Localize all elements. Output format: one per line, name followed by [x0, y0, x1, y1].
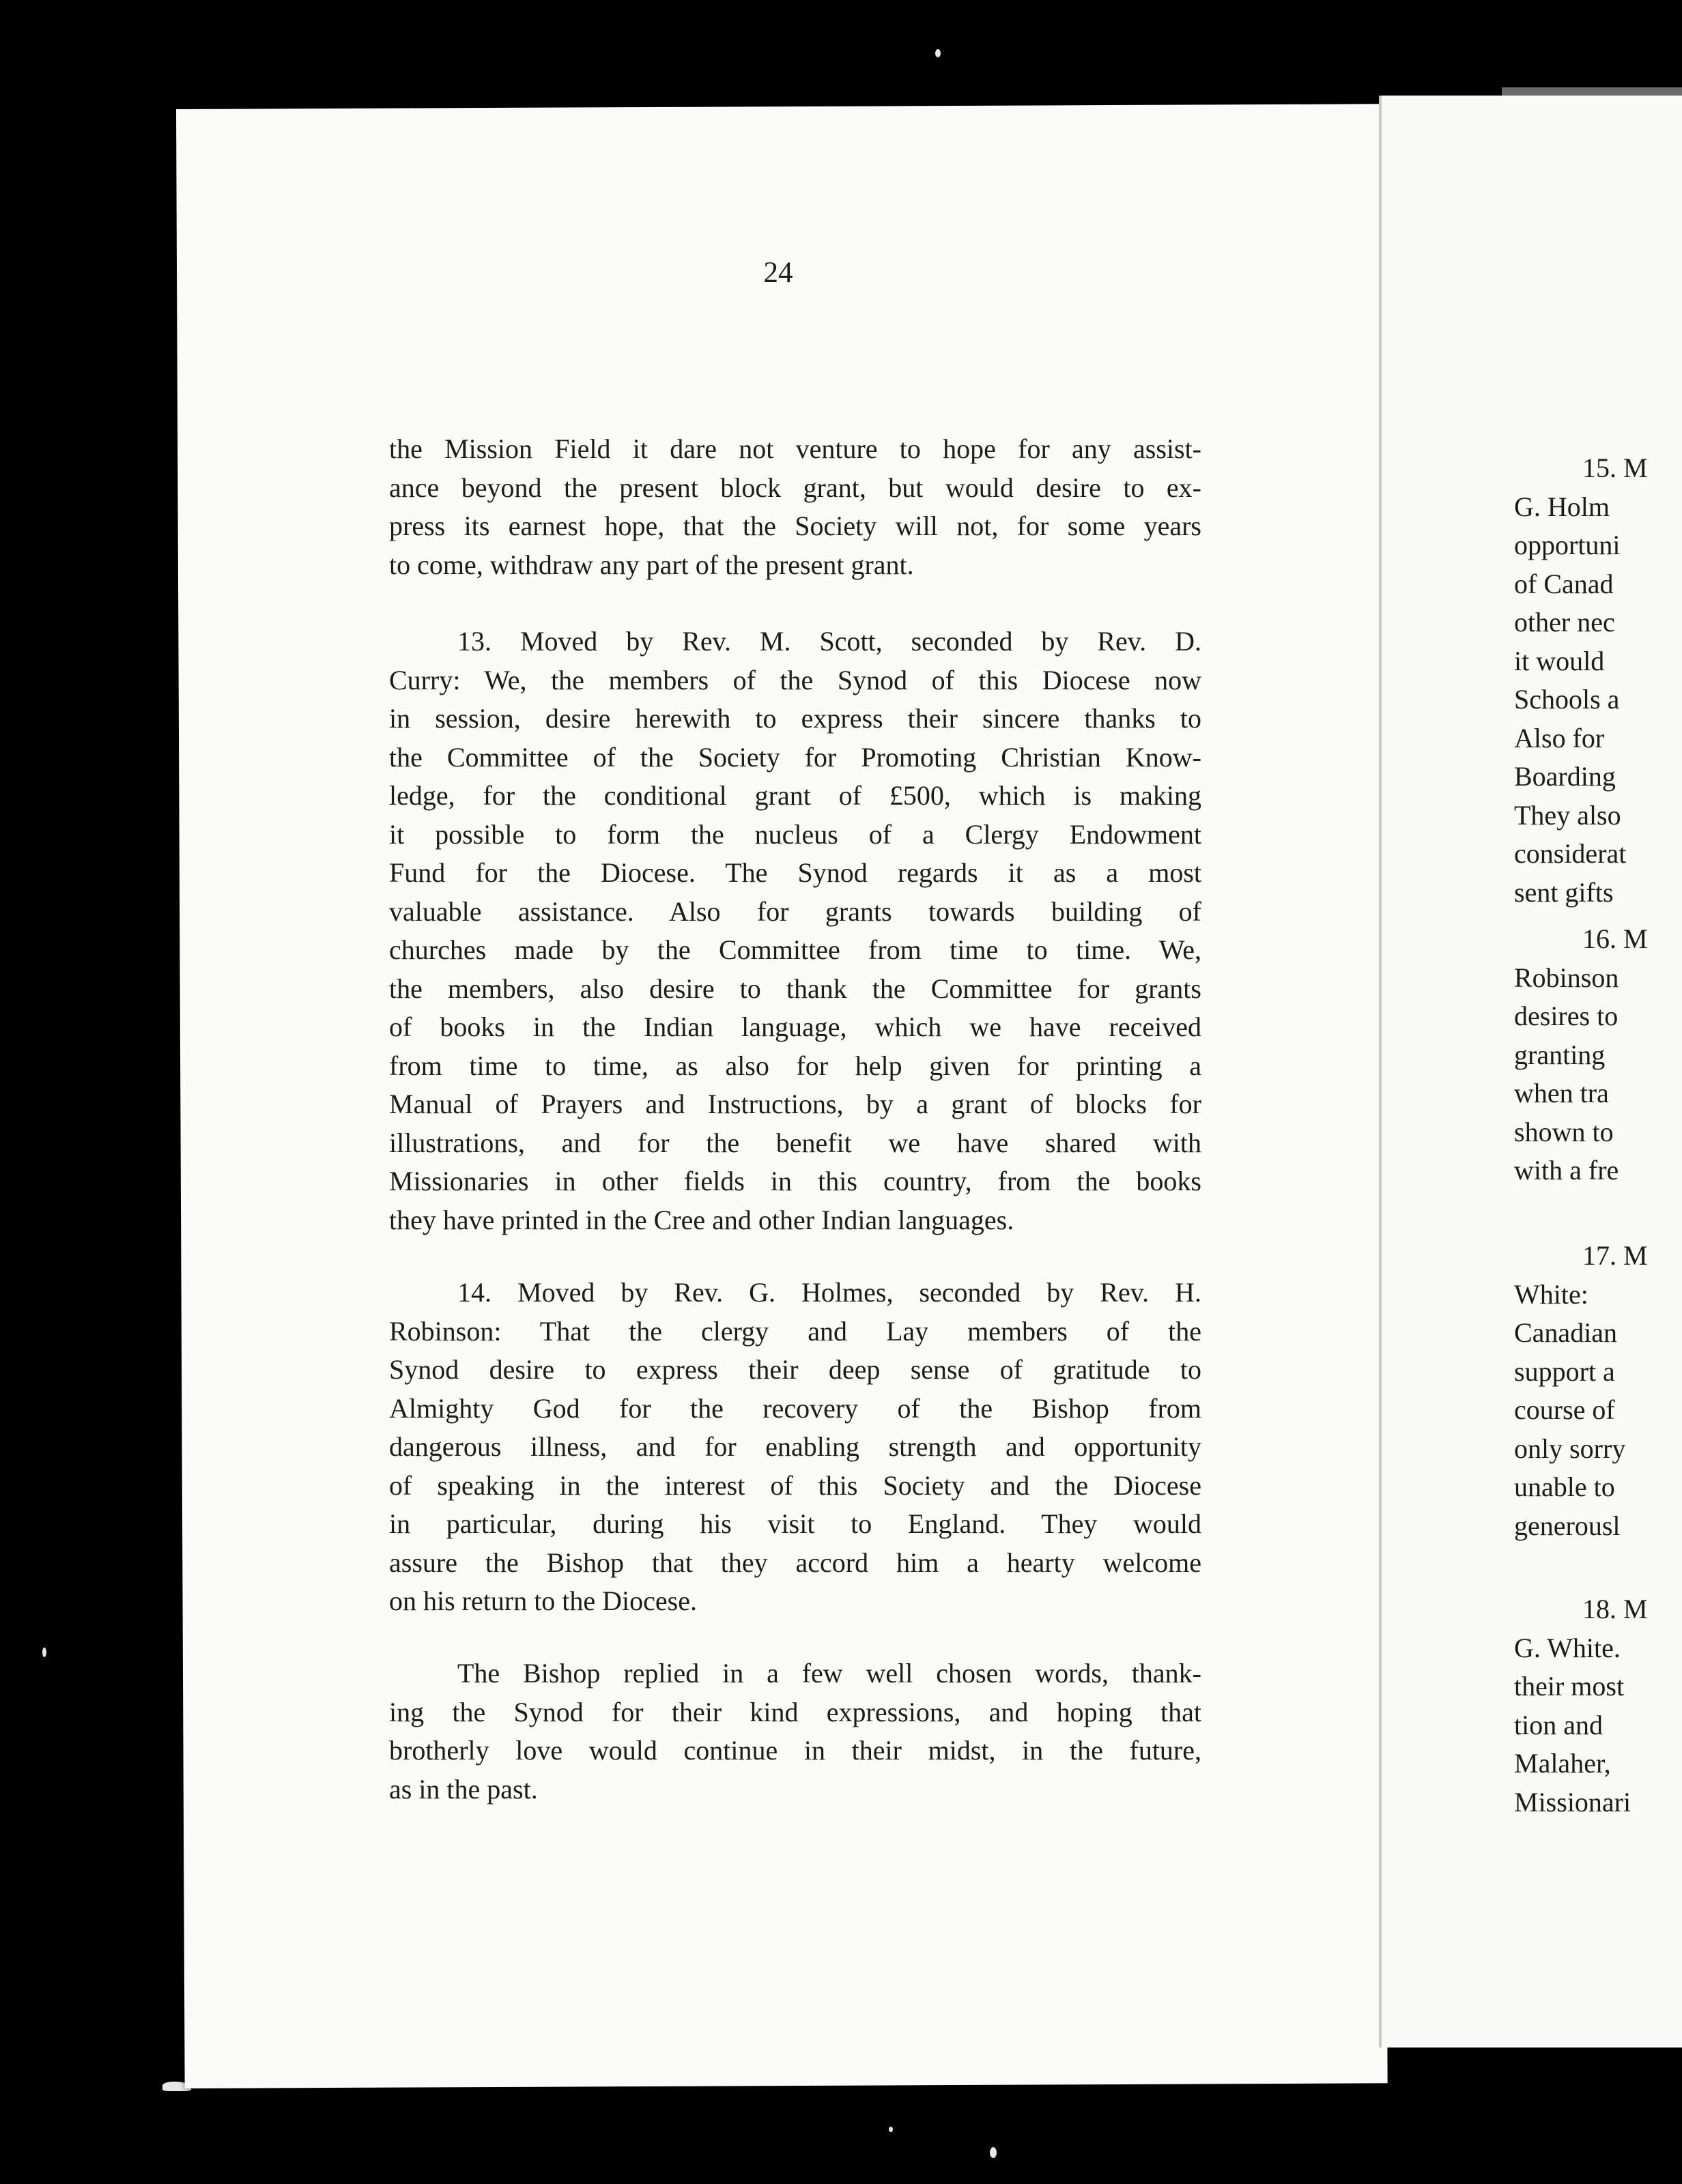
text-line: dangerous illness, and for enabling strength and opportunity — [389, 1431, 1201, 1462]
text-line: Curry: We, the members of the Synod of this Diocese now — [389, 664, 1201, 695]
text-line: it would — [1514, 645, 1605, 676]
text-line: only sorry — [1514, 1433, 1626, 1464]
text-line: valuable assistance. Also for grants towards building of — [389, 895, 1201, 927]
paragraph-bishop-reply — [389, 1654, 1201, 1809]
text-line: to come, withdraw any part of the present grant. — [389, 549, 914, 580]
text-line: as in the past. — [389, 1773, 538, 1805]
scan-speck — [935, 49, 941, 57]
text-line: Manual of Prayers and Instructions, by a grant of blocks for — [389, 1089, 1201, 1119]
scan-speck — [889, 2127, 893, 2132]
text-line: brotherly love would continue in their midst, in the future, — [389, 1735, 1201, 1766]
text-line: They also — [1514, 799, 1621, 831]
text-line: churches made by the Committee from time to time. We, — [389, 934, 1201, 965]
text-line: ledge, for the conditional grant of £500, which is making — [389, 780, 1201, 811]
text-line: Synod desire to express their deep sense of gratitude to — [389, 1354, 1201, 1385]
text-line: 13. Moved by Rev. M. Scott, seconded by Rev. D. — [457, 626, 1201, 657]
text-line: assure the Bishop that they accord him a hearty welcome — [389, 1547, 1201, 1578]
page-number: 24 — [763, 257, 793, 289]
text-line: The Bishop replied in a few well chosen words, thank- — [457, 1658, 1201, 1689]
scan-speck — [42, 1648, 46, 1657]
text-line: Malaher, — [1514, 1748, 1611, 1779]
text-line: Schools a — [1514, 684, 1620, 715]
text-line: Robinson — [1514, 962, 1619, 993]
text-line: other nec — [1514, 607, 1615, 637]
text-line: shown to — [1514, 1116, 1614, 1147]
text-line: support a — [1514, 1355, 1615, 1387]
text-line: the Mission Field it dare not venture to hope for any assist- — [389, 433, 1201, 464]
paragraph-17 — [1514, 1237, 1682, 1545]
text-line: 17. M — [1582, 1240, 1648, 1271]
text-line: course of — [1514, 1394, 1615, 1425]
paragraph-continued — [389, 430, 1201, 584]
text-line: generousl — [1514, 1510, 1621, 1541]
text-line: 16. M — [1582, 923, 1648, 954]
text-line: Missionari — [1514, 1786, 1631, 1817]
text-line: ance beyond the present block grant, but would desire to ex- — [389, 472, 1201, 503]
text-line: illustrations, and for the benefit we have shared with — [389, 1127, 1201, 1158]
text-line: opportuni — [1514, 530, 1621, 560]
text-line: in particular, during his visit to England. They would — [389, 1508, 1201, 1539]
text-line: G. White. — [1514, 1632, 1621, 1663]
paragraph-16 — [1514, 920, 1682, 1190]
text-line: considerat — [1514, 838, 1627, 869]
text-line: Fund for the Diocese. The Synod regards it as a most — [389, 857, 1201, 888]
text-line: ing the Synod for their kind expressions, and hoping that — [389, 1696, 1201, 1727]
text-line: Missionaries in other fields in this country, from the books — [389, 1166, 1201, 1196]
text-line: the Committee of the Society for Promoting Christian Know- — [389, 741, 1201, 773]
text-line: desires to — [1514, 1001, 1619, 1031]
paragraph-18 — [1514, 1590, 1682, 1822]
text-line: Almighty God for the recovery of the Bishop from — [389, 1392, 1201, 1424]
text-line: White: — [1514, 1278, 1588, 1310]
text-line: it possible to form the nucleus of a Clergy Endowment — [389, 818, 1201, 850]
text-line: of Canad — [1514, 568, 1614, 599]
right-page-text-area — [1379, 96, 1682, 2048]
text-line: 18. M — [1582, 1594, 1648, 1624]
text-line: when tra — [1514, 1078, 1609, 1108]
text-line: G. Holm — [1514, 491, 1610, 522]
text-line: tion and — [1514, 1709, 1603, 1740]
text-line: press its earnest hope, that the Society will not, for some years — [389, 511, 1201, 541]
text-line: they have printed in the Cree and other Indian languages. — [389, 1204, 1014, 1235]
scan-speck — [990, 2147, 997, 2158]
paragraph-13 — [389, 622, 1201, 1239]
text-line: in session, desire herewith to express their sincere thanks to — [389, 703, 1201, 734]
text-line: unable to — [1514, 1471, 1615, 1502]
text-line: Canadian — [1514, 1317, 1618, 1348]
text-line: from time to time, as also for help given for printing a — [389, 1050, 1201, 1081]
text-line: granting — [1514, 1039, 1606, 1070]
text-line: sent gifts — [1514, 876, 1614, 908]
text-line: 15. M — [1582, 452, 1648, 483]
text-line: of books in the Indian language, which we have received — [389, 1011, 1201, 1042]
text-line: 14. Moved by Rev. G. Holmes, seconded by Rev. H. — [457, 1277, 1201, 1308]
text-line: on his return to the Diocese. — [389, 1585, 697, 1616]
text-line: of speaking in the interest of this Society and the Diocese — [389, 1469, 1201, 1501]
paragraph-14 — [389, 1274, 1201, 1621]
text-line: Boarding — [1514, 761, 1616, 792]
paragraph-15 — [1514, 449, 1682, 912]
text-line: their most — [1514, 1671, 1625, 1701]
text-line: Robinson: That the clergy and Lay members of the — [389, 1315, 1201, 1347]
text-line: the members, also desire to thank the Committee for grants — [389, 973, 1201, 1004]
text-line: Also for — [1514, 722, 1605, 753]
text-line: with a fre — [1514, 1155, 1619, 1186]
